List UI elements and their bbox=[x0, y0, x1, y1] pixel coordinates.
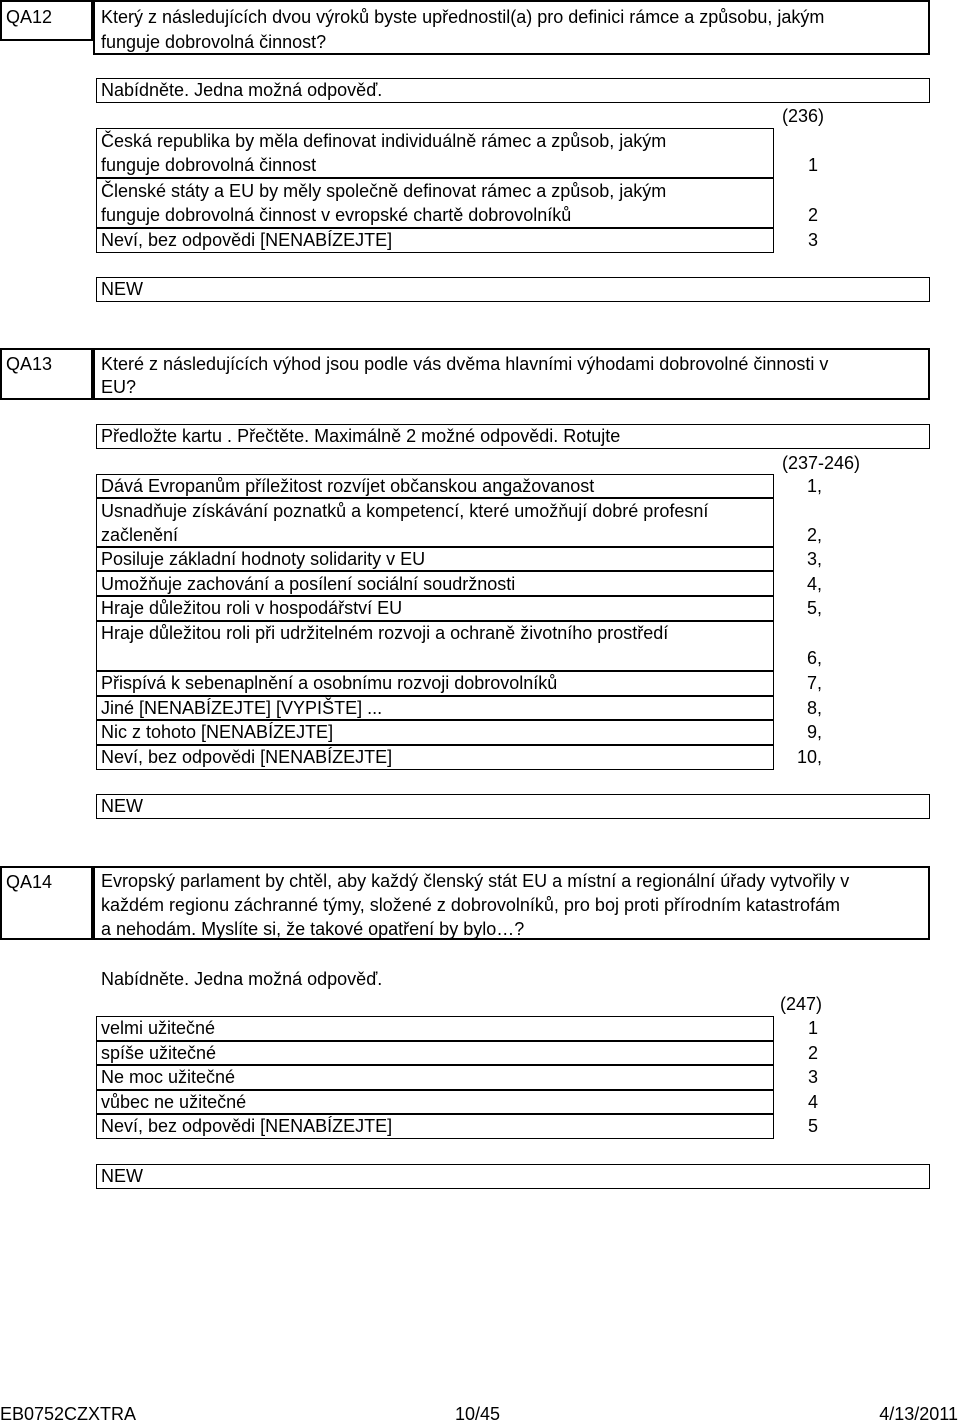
qa14-option-4-code: 4 bbox=[807, 1092, 818, 1112]
qa12-tag: NEW bbox=[101, 279, 143, 299]
qa13-tag: NEW bbox=[101, 796, 143, 816]
qa12-option-2-line1: Členské státy a EU by měly společně definovat rámec a způsob, jakým bbox=[101, 181, 667, 201]
qa12-tag-box bbox=[96, 277, 930, 302]
qa14-option-3-line1: Ne moc užitečné bbox=[101, 1067, 236, 1087]
qa13-option-6-code: 6, bbox=[806, 648, 822, 668]
qa13-option-2-code: 2, bbox=[806, 525, 822, 545]
qa13-code: (237-246) bbox=[781, 453, 860, 473]
qa13-question-line1: Které z následujících výhod jsou podle vás dvěma hlavními výhodami dobrovolné činnosti v bbox=[101, 354, 829, 374]
qa12-code: (236) bbox=[781, 106, 824, 126]
qa13-option-8-code: 8, bbox=[806, 698, 822, 718]
qa14-option-2-code: 2 bbox=[807, 1043, 818, 1063]
qa12-option-3-code: 3 bbox=[807, 230, 818, 250]
qa12-option-1-code: 1 bbox=[807, 155, 818, 175]
qa13-option-2-line2: začlenění bbox=[101, 525, 179, 545]
qa13-option-4-line1: Umožňuje zachování a posílení sociální soudržnosti bbox=[101, 574, 516, 594]
qa14-tag: NEW bbox=[101, 1166, 143, 1186]
qa13-option-1-line1: Dává Evropanům příležitost rozvíjet občanskou angažovanost bbox=[101, 476, 595, 496]
qa13-option-7-code: 7, bbox=[806, 673, 822, 693]
qa12-option-3-line1: Neví, bez odpovědi [NENABÍZEJTE] bbox=[101, 230, 393, 250]
qa14-question-line1: Evropský parlament by chtěl, aby každý členský stát EU a místní a regionální úřady vytvořily v bbox=[101, 871, 850, 891]
qa13-id: QA13 bbox=[6, 354, 53, 374]
qa13-option-3-code: 3, bbox=[806, 549, 822, 569]
qa12-question-line1: Který z následujících dvou výroků byste upřednostil(a) pro definici rámce a způsobu, jakým bbox=[101, 7, 825, 27]
qa13-tag-box bbox=[96, 794, 930, 819]
qa13-option-7-line1: Přispívá k sebenaplnění a osobnímu rozvoji dobrovolníků bbox=[101, 673, 558, 693]
qa13-option-10-line1: Neví, bez odpovědi [NENABÍZEJTE] bbox=[101, 747, 393, 767]
qa13-option-6-line1: Hraje důležitou roli při udržitelném rozvoji a ochraně životního prostředí bbox=[101, 623, 669, 643]
qa14-option-5-code: 5 bbox=[807, 1116, 818, 1136]
qa14-option-5-line1: Neví, bez odpovědi [NENABÍZEJTE] bbox=[101, 1116, 393, 1136]
footer-doc-id: EB0752CZXTRA bbox=[0, 1404, 137, 1424]
footer-page-number: 10/45 bbox=[455, 1404, 501, 1424]
qa14-option-2-line1: spíše užitečné bbox=[101, 1043, 217, 1063]
qa14-option-3-code: 3 bbox=[807, 1067, 818, 1087]
qa13-option-5-line1: Hraje důležitou roli v hospodářství EU bbox=[101, 598, 403, 618]
qa13-instruction: Předložte kartu . Přečtěte. Maximálně 2 možné odpovědi. Rotujte bbox=[101, 426, 621, 446]
qa13-option-10-code: 10, bbox=[796, 747, 822, 767]
qa12-option-2-line2: funguje dobrovolná činnost v evropské chartě dobrovolníků bbox=[101, 205, 572, 225]
qa13-option-9-code: 9, bbox=[806, 722, 822, 742]
qa12-question-line2: funguje dobrovolná činnost? bbox=[101, 32, 327, 52]
qa14-question-line3: a nehodám. Myslíte si, že takové opatření by bylo…? bbox=[101, 919, 525, 939]
qa14-code: (247) bbox=[779, 994, 822, 1014]
qa12-option-1-line2: funguje dobrovolná činnost bbox=[101, 155, 317, 175]
footer-date: 4/13/2011 bbox=[879, 1404, 958, 1424]
qa14-option-1-line1: velmi užitečné bbox=[101, 1018, 216, 1038]
qa13-option-5-code: 5, bbox=[806, 598, 822, 618]
qa13-option-3-line1: Posiluje základní hodnoty solidarity v EU bbox=[101, 549, 426, 569]
qa14-tag-box bbox=[96, 1164, 930, 1189]
qa12-option-2-code: 2 bbox=[807, 205, 818, 225]
qa14-id: QA14 bbox=[6, 872, 53, 892]
qa14-question-line2: každém regionu záchranné týmy, složené z dobrovolníků, pro boj proti přírodním katastrofám bbox=[101, 895, 841, 915]
qa13-option-2-line1: Usnadňuje získávání poznatků a kompetencí, které umožňují dobré profesní bbox=[101, 501, 709, 521]
qa14-instruction: Nabídněte. Jedna možná odpověď. bbox=[101, 969, 383, 989]
qa14-option-1-code: 1 bbox=[807, 1018, 818, 1038]
qa13-option-9-line1: Nic z tohoto [NENABÍZEJTE] bbox=[101, 722, 334, 742]
qa12-id: QA12 bbox=[6, 7, 53, 27]
qa13-option-8-line1: Jiné [NENABÍZEJTE] [VYPIŠTE] ... bbox=[101, 698, 383, 718]
qa13-option-1-code: 1, bbox=[806, 476, 822, 496]
qa14-option-4-line1: vůbec ne užitečné bbox=[101, 1092, 247, 1112]
qa13-question-line2: EU? bbox=[101, 377, 137, 397]
qa12-option-1-line1: Česká republika by měla definovat individuálně rámec a způsob, jakým bbox=[101, 131, 667, 151]
qa12-instruction: Nabídněte. Jedna možná odpověď. bbox=[101, 80, 383, 100]
qa13-option-4-code: 4, bbox=[806, 574, 822, 594]
